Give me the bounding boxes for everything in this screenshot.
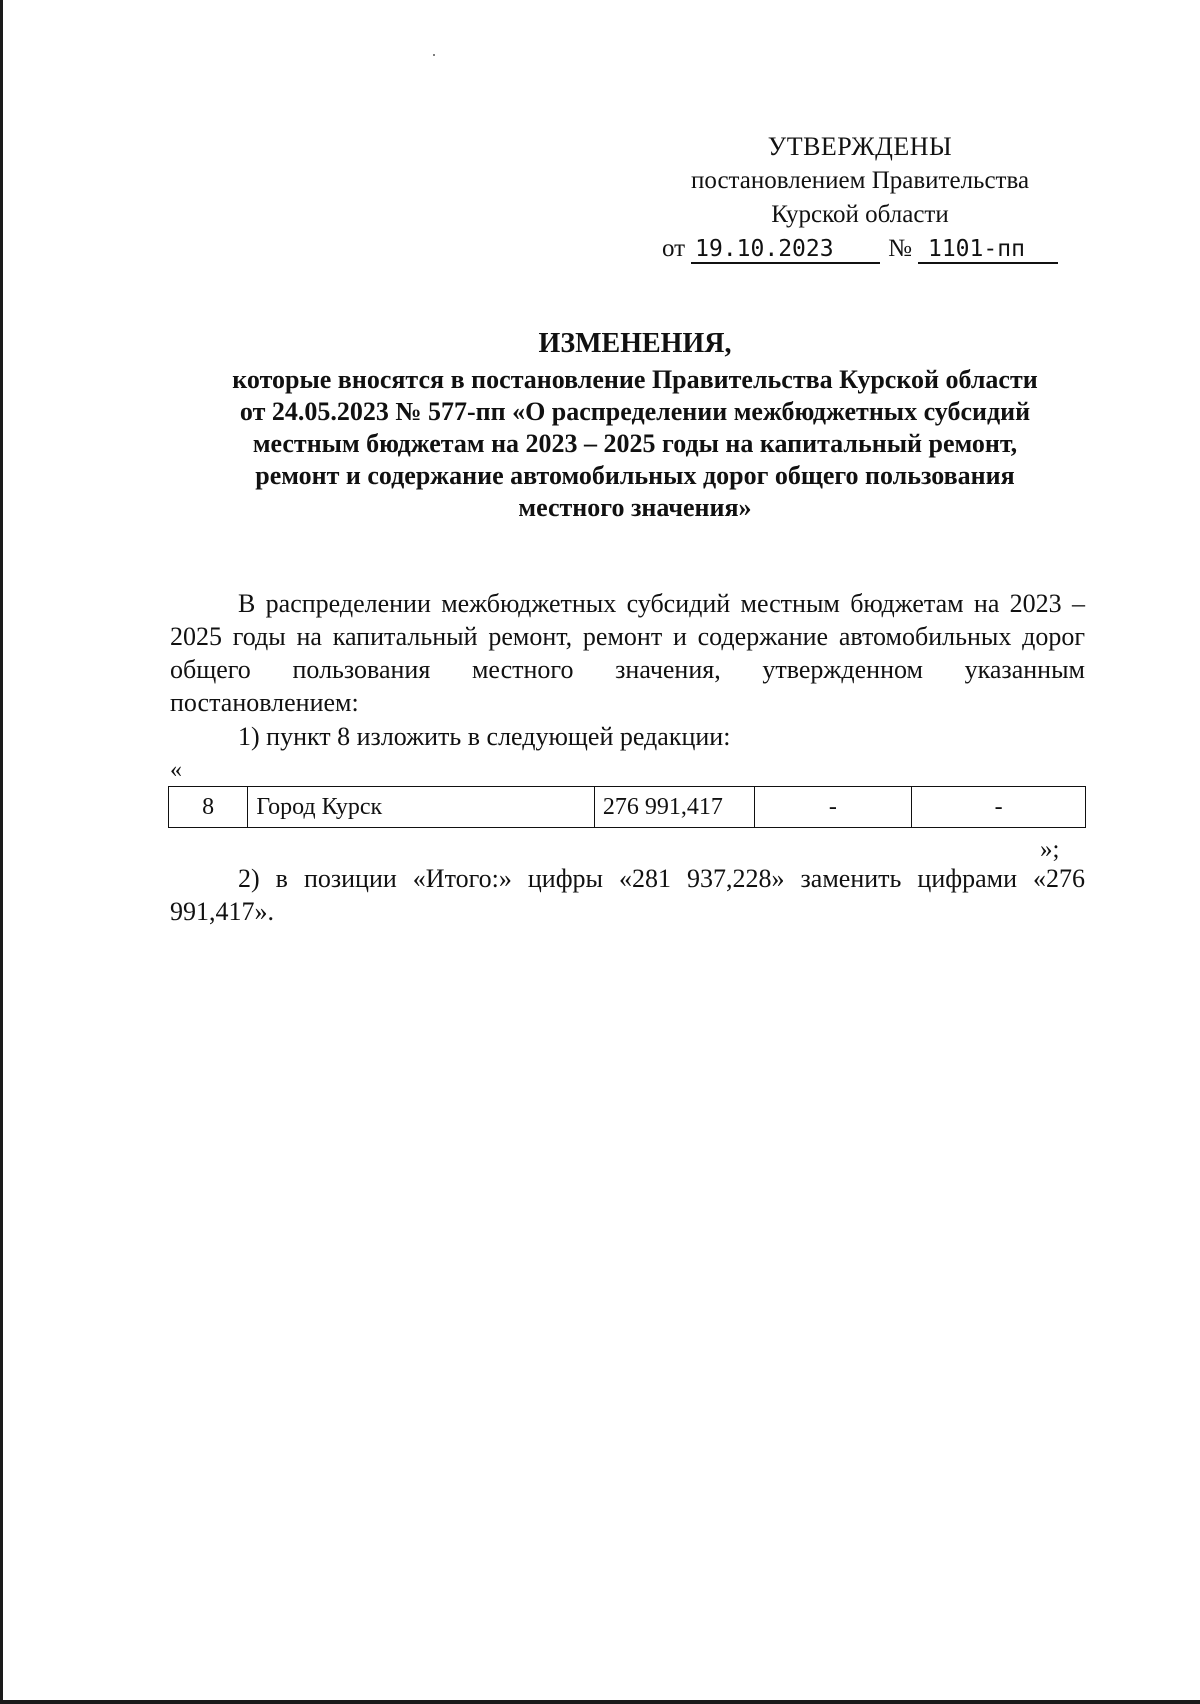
table-cell-municipality: Город Курск (248, 787, 595, 828)
title-line: ремонт и содержание автомобильных дорог общего пользования (255, 461, 1015, 490)
approval-date: 19.10.2023 (691, 236, 880, 264)
table-cell-2024: - (754, 787, 912, 828)
item-2-paragraph: 2) в позиции «Итого:» цифры «281 937,228» заменить цифрами «276 991,417». (170, 864, 1085, 926)
title-main: ИЗМЕНЕНИЯ, (538, 328, 732, 359)
scan-speck (433, 54, 435, 56)
scan-left-edge (0, 0, 3, 1704)
amendment-table (168, 786, 1086, 828)
approval-line-2: Курской области (771, 201, 949, 228)
table-row (169, 787, 1086, 828)
quote-close-mark: »; (1040, 836, 1060, 863)
title-line: местного значения» (518, 493, 752, 522)
approval-number: 1101-пп (918, 236, 1058, 264)
approval-line-1: постановлением Правительства (690, 167, 1030, 194)
title-line: от 24.05.2023 № 577-пп «О распределении межбюджетных субсидий (239, 397, 1031, 426)
quote-open-mark: « (170, 757, 182, 783)
table-cell-number: 8 (169, 787, 248, 828)
number-prefix: № (888, 235, 912, 262)
item-1-paragraph: 1) пункт 8 изложить в следующей редакции: (238, 722, 731, 751)
approval-stamp-block (640, 130, 1080, 266)
date-prefix: от (662, 235, 686, 262)
title-line: которые вносятся в постановление Правительства Курской области (232, 365, 1038, 394)
title-line: местным бюджетам на 2023 – 2025 годы на капитальный ремонт, (252, 429, 1018, 458)
approval-heading: УТВЕРЖДЕНЫ (767, 132, 953, 161)
table-cell-2023: 276 991,417 (594, 787, 754, 828)
approval-date-line (640, 232, 1080, 266)
table-cell-2025: - (912, 787, 1086, 828)
intro-paragraph: В распределении межбюджетных субсидий местным бюджетам на 2023 – 2025 годы на капитальный ремонт, ремонт и содержание автомобильных дорог общего пользования местного значения, утвержденном указанным постановлением: (170, 589, 1085, 717)
scan-bottom-edge (0, 1700, 1200, 1704)
document-title (150, 328, 1120, 524)
